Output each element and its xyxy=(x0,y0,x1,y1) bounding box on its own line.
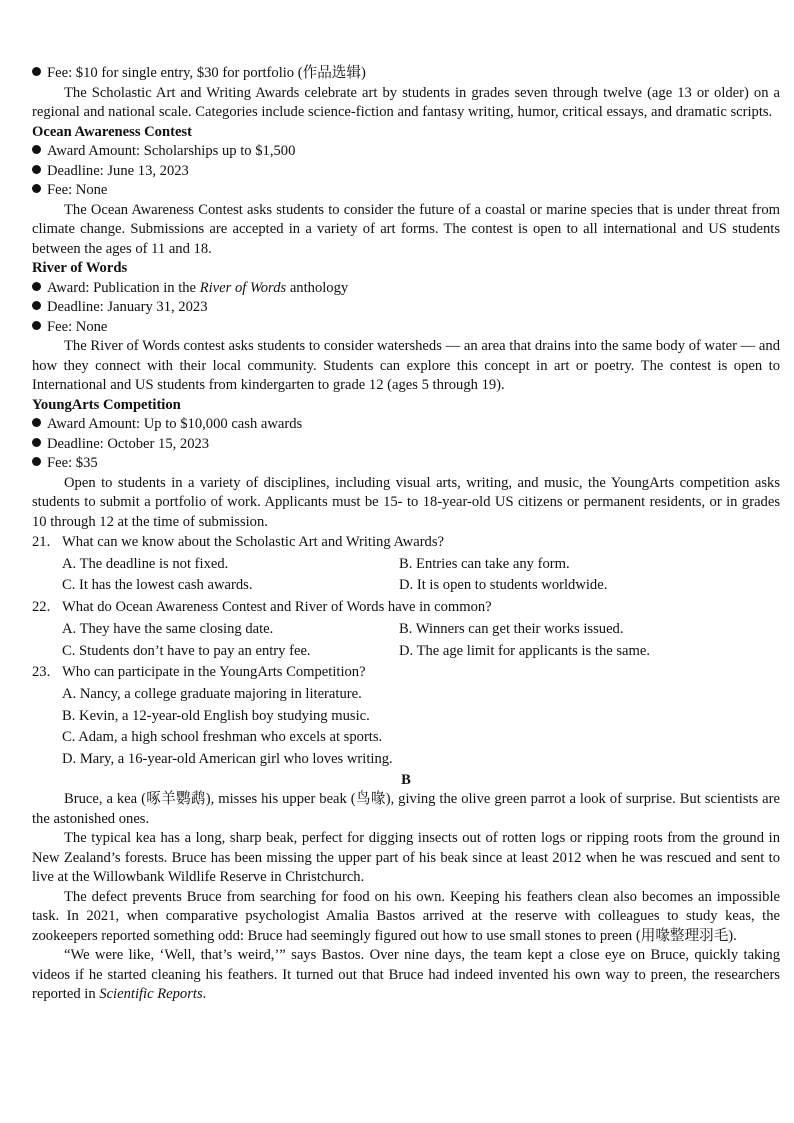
ocean-fee: Fee: None xyxy=(32,181,780,201)
youngarts-fee: Fee: $35 xyxy=(32,454,780,474)
youngarts-description: Open to students in a variety of disciplines, including visual arts, writing, and music, the YoungArts competition asks students to submit a portfolio of work. Applicants must be 15- to 18-year-old US citizens or permanent residents, or in grades 10 through 12 at the time of submission. xyxy=(32,474,780,530)
bullet-icon xyxy=(32,282,41,291)
option-b[interactable]: B. Winners can get their works issued. xyxy=(399,620,624,637)
bullet-icon xyxy=(32,457,41,466)
question-21 xyxy=(32,532,780,597)
option-a[interactable]: A. The deadline is not fixed. xyxy=(62,555,229,572)
question-text: Who can participate in the YoungArts Competition? xyxy=(62,664,366,681)
scholastic-description: The Scholastic Art and Writing Awards celebrate art by students in grades seven through twelve (age 13 or older) on a regional and national scale. Categories include science-fiction and fantasy writing, humor, critical essays, and dramatic scripts. xyxy=(32,84,780,120)
option-c[interactable]: C. Students don’t have to pay an entry fee. xyxy=(62,642,311,659)
youngarts-deadline: Deadline: October 15, 2023 xyxy=(32,435,780,455)
question-number: 22. xyxy=(32,599,51,616)
passage-b-paragraph-3: The defect prevents Bruce from searching for food on his own. Keeping his feathers clean also becomes an impossible task. In 2021, when comparative psychologist Amalia Bastos arrived at the reserve with colleagues to study keas, the zookeepers reported something odd: Bruce had seemingly figured out how to use small stones to preen (用喙整理羽毛). xyxy=(32,888,780,944)
option-a[interactable]: A. Nancy, a college graduate majoring in literature. xyxy=(62,685,362,702)
section-b-label: B xyxy=(401,771,411,788)
passage-b-paragraph-1: Bruce, a kea (啄羊鹦鹉), misses his upper beak (鸟喙), giving the olive green parrot a look of surprise. But scientists are the astonished ones. xyxy=(32,791,780,827)
bullet-icon xyxy=(32,438,41,447)
bullet-icon xyxy=(32,145,41,154)
question-number: 21. xyxy=(32,534,51,550)
ocean-description: The Ocean Awareness Contest asks students to consider the future of a coastal or marine species that is under threat from climate change. Submissions are accepted in a variety of art forms. The contest is open to all international and US students between the ages of 11 and 18. xyxy=(32,201,780,257)
river-description: The River of Words contest asks students to consider watersheds — an area that drains into the same body of water — and how they connect with their local community. Students can explore this concept in art or poetry. The contest is open to International and US students from kindergarten to grade 12 (ages 5 through 19). xyxy=(32,338,780,393)
river-deadline: Deadline: January 31, 2023 xyxy=(32,298,780,318)
option-d[interactable]: D. Mary, a 16-year-old American girl who loves writing. xyxy=(62,751,393,768)
scholastic-fee: Fee: $10 for single entry, $30 for portfolio (作品选辑) xyxy=(32,64,780,84)
bullet-icon xyxy=(32,418,41,427)
option-a[interactable]: A. They have the same closing date. xyxy=(62,620,274,637)
option-b[interactable]: B. Entries can take any form. xyxy=(399,555,570,572)
bullet-icon xyxy=(32,184,41,193)
exam-page xyxy=(32,64,780,1005)
passage-b-paragraph-2: The typical kea has a long, sharp beak, perfect for digging insects out of rotten logs or ripping roots from the ground in New Zealand’s forests. Bruce has been missing the upper part of his beak since at least 2012 when he was rescued and sent to live at the Willowbank Wildlife Reserve in Christchurch. xyxy=(32,830,780,886)
ocean-title: Ocean Awareness Contest xyxy=(32,123,192,140)
river-fee: Fee: None xyxy=(32,318,780,338)
passage-b-paragraph-4: “We were like, ‘Well, that’s weird,’” says Bastos. Over nine days, the team kept a close eye on Bruce, quickly taking videos if he started cleaning his feathers. It turned out that Bruce had indeed invented his own way to preen, the researchers reported in Scientific Reports. xyxy=(32,947,780,1003)
ocean-award: Award Amount: Scholarships up to $1,500 xyxy=(32,142,780,162)
youngarts-award: Award Amount: Up to $10,000 cash awards xyxy=(32,415,780,435)
question-23 xyxy=(32,662,780,771)
option-c[interactable]: C. Adam, a high school freshman who excels at sports. xyxy=(62,729,383,746)
ocean-deadline: Deadline: June 13, 2023 xyxy=(32,162,780,182)
river-title: River of Words xyxy=(32,260,128,276)
option-b[interactable]: B. Kevin, a 12-year-old English boy studying music. xyxy=(62,707,370,724)
option-d[interactable]: D. It is open to students worldwide. xyxy=(399,577,608,594)
question-text: What can we know about the Scholastic Art and Writing Awards? xyxy=(62,534,445,550)
youngarts-title: YoungArts Competition xyxy=(32,396,181,413)
question-22 xyxy=(32,597,780,662)
river-award: Award: Publication in the River of Words anthology xyxy=(32,279,780,299)
question-text: What do Ocean Awareness Contest and River of Words have in common? xyxy=(62,599,492,616)
bullet-icon xyxy=(32,165,41,174)
bullet-icon xyxy=(32,321,41,330)
question-number: 23. xyxy=(32,664,51,681)
bullet-icon xyxy=(32,301,41,310)
option-d[interactable]: D. The age limit for applicants is the same. xyxy=(399,642,651,659)
option-c[interactable]: C. It has the lowest cash awards. xyxy=(62,577,253,594)
bullet-icon xyxy=(32,67,41,76)
